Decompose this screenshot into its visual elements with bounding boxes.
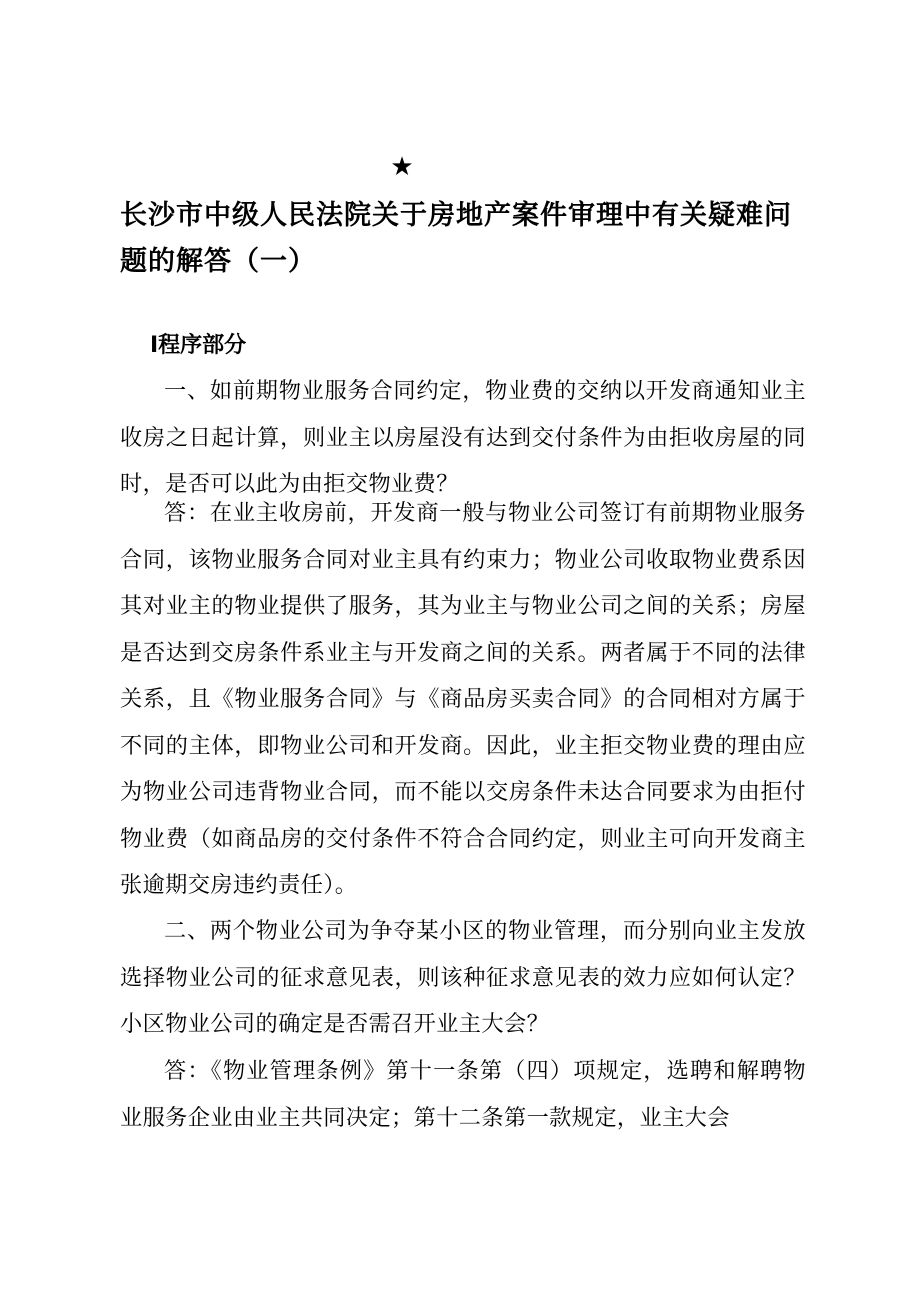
paragraph-answer-1: 答：在业主收房前，开发商一般与物业公司签订有前期物业服务合同，该物业服务合同对业主具有约束力；物业公司收取物业费系因其对业主的物业提供了服务，其为业主与物业公司之间的关系；房屋是否达到交房条件系业主与开发商之间的关系。两者属于不同的法律关系，且《物业服务合同》与《商品房买卖合同》的合同相对方属于不同的主体，即物业公司和开发商。因此，业主拒交物业费的理由应为物业公司违背物业合同，而不能以交房条件未达合同要求为由拒付物业费（如商品房的交付条件不符合合同约定，则业主可向开发商主张逾期交房违约责任）。 bbox=[120, 500, 806, 898]
document-title: 长沙市中级人民法院关于房地产案件审理中有关疑难问题的解答（一） bbox=[120, 200, 792, 277]
paragraph-answer-2: 答：《物业管理条例》第十一条第（四）项规定，选聘和解聘物业服务企业由业主共同决定；第十二条第一款规定，业主大会 bbox=[120, 1058, 806, 1131]
section-heading: Ⅰ程序部分 bbox=[150, 333, 247, 358]
paragraph-question-2: 二、两个物业公司为争夺某小区的物业管理，而分别向业主发放选择物业公司的征求意见表，则该种征求意见表的效力应如何认定？小区物业公司的确定是否需召开业主大会？ bbox=[120, 918, 806, 1037]
paragraph-question-1: 一、如前期物业服务合同约定，物业费的交纳以开发商通知业主收房之日起计算，则业主以房屋没有达到交付条件为由拒收房屋的同时，是否可以此为由拒交物业费？ bbox=[120, 378, 806, 497]
star-icon: ★ bbox=[390, 152, 414, 182]
